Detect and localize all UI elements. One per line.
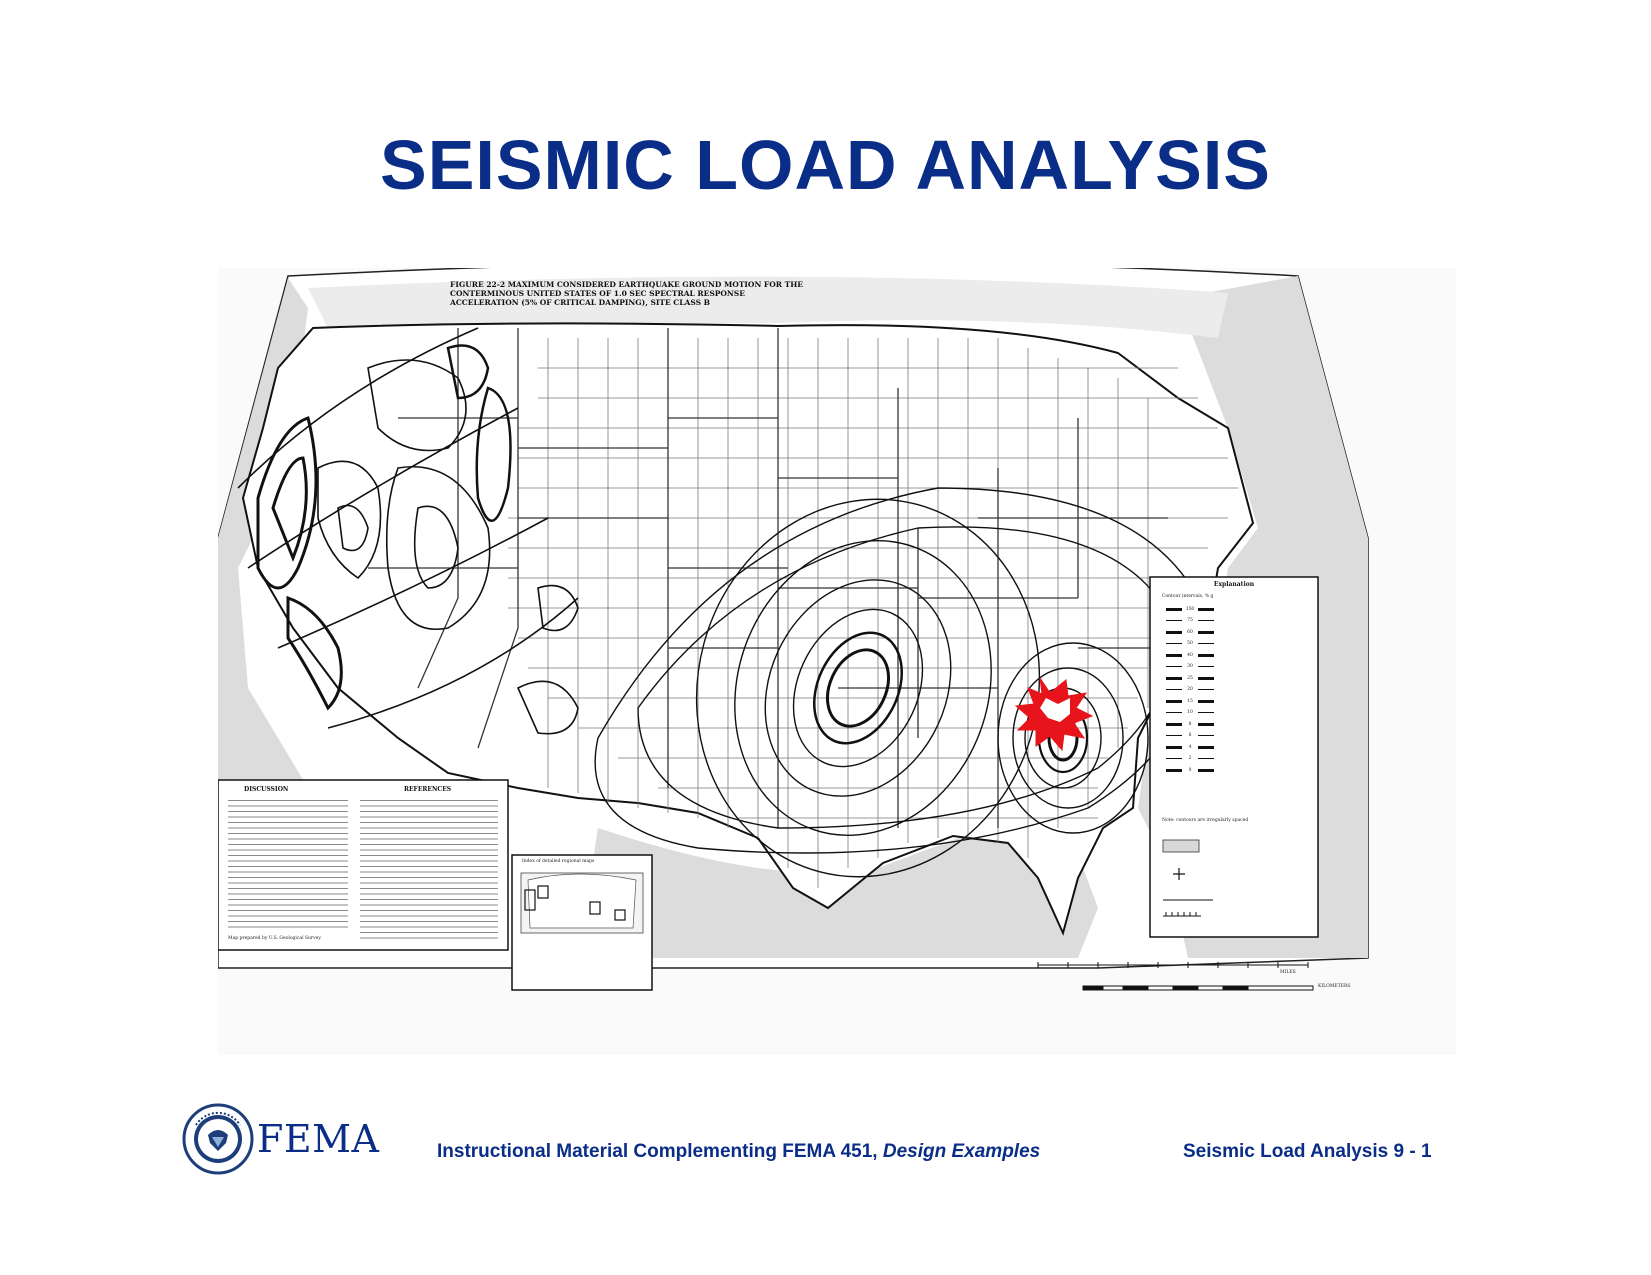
fema-logo-text: FEMA xyxy=(257,1117,380,1161)
contour-interval-row xyxy=(1166,742,1314,754)
contour-interval-row xyxy=(1166,650,1314,662)
footer-center-italic: Design Examples xyxy=(882,1141,1041,1162)
contour-interval-row xyxy=(1166,615,1314,627)
contour-interval-list xyxy=(1166,604,1314,777)
contour-line-swatch xyxy=(1166,608,1182,611)
contour-line-swatch xyxy=(1166,643,1182,644)
discussion-text xyxy=(224,786,502,946)
contour-line-swatch xyxy=(1198,723,1214,726)
contour-interval-value: 0 xyxy=(1188,767,1192,773)
contour-note: Note: contours are irregularly spaced xyxy=(1162,818,1249,823)
contour-line-swatch xyxy=(1166,631,1182,634)
contour-line-swatch xyxy=(1198,608,1214,611)
contour-line-swatch xyxy=(1198,689,1214,690)
contour-interval-row xyxy=(1166,684,1314,696)
contour-intervals-label: Contour intervals, % g xyxy=(1162,594,1214,599)
contour-interval-value: 30 xyxy=(1187,664,1193,670)
contour-interval-value: 4 xyxy=(1188,744,1192,750)
contour-interval-value: 15 xyxy=(1187,698,1193,704)
contour-interval-row xyxy=(1166,707,1314,719)
contour-interval-value: 2 xyxy=(1188,756,1192,762)
explanation-legend xyxy=(1154,581,1314,823)
index-heading: Index of detailed regional maps xyxy=(522,859,595,864)
contour-line-swatch xyxy=(1166,735,1182,736)
contour-line-swatch xyxy=(1198,666,1214,667)
contour-line-swatch xyxy=(1166,758,1182,759)
contour-line-swatch xyxy=(1198,700,1214,703)
contour-interval-value: 150 xyxy=(1185,606,1195,612)
contour-line-swatch xyxy=(1198,631,1214,634)
explanation-heading: Explanation xyxy=(1213,581,1255,588)
contour-line-swatch xyxy=(1166,677,1182,680)
contour-interval-row xyxy=(1166,661,1314,673)
dhs-seal-icon xyxy=(182,1103,254,1175)
contour-interval-value: 8 xyxy=(1188,721,1192,727)
contour-interval-row xyxy=(1166,719,1314,731)
contour-line-swatch xyxy=(1198,746,1214,749)
footer-center-plain: Instructional Material Complementing FEMA 451, xyxy=(437,1141,883,1162)
contour-line-swatch xyxy=(1166,700,1182,703)
contour-interval-value: 75 xyxy=(1187,618,1193,624)
contour-interval-row xyxy=(1166,638,1314,650)
slide-number: Seismic Load Analysis 9 - 1 xyxy=(1183,1141,1432,1162)
contour-line-swatch xyxy=(1198,758,1214,759)
contour-interval-value: 25 xyxy=(1187,675,1193,681)
contour-interval-row xyxy=(1166,730,1314,742)
contour-interval-value: 60 xyxy=(1187,629,1193,635)
discussion-heading: DISCUSSION xyxy=(244,786,289,793)
references-heading: REFERENCES xyxy=(404,786,452,793)
footer-center-text xyxy=(437,1141,1040,1163)
contour-interval-value: 10 xyxy=(1187,710,1193,716)
contour-line-swatch xyxy=(1166,654,1182,657)
contour-line-swatch xyxy=(1166,746,1182,749)
contour-line-swatch xyxy=(1166,769,1182,772)
contour-interval-row xyxy=(1166,604,1314,616)
map-credit: Map prepared by U.S. Geological Survey. xyxy=(228,936,322,941)
figure-caption: FIGURE 22-2 MAXIMUM CONSIDERED EARTHQUAKE GROUND MOTION FOR THE CONTERMINOUS UNITED STATES OF 1.0 SEC SPECTRAL RESPONSE ACCELERATION (5% OF CRITICAL DAMPING), SITE CLASS B xyxy=(450,280,803,307)
contour-line-swatch xyxy=(1166,712,1182,713)
contour-interval-value: 20 xyxy=(1187,687,1193,693)
contour-interval-value: 40 xyxy=(1187,652,1193,658)
scale-km-label: KILOMETERS xyxy=(1318,984,1351,989)
contour-line-swatch xyxy=(1198,654,1214,657)
contour-interval-row xyxy=(1166,753,1314,765)
contour-line-swatch xyxy=(1198,677,1214,680)
contour-line-swatch xyxy=(1166,620,1182,621)
references-body-lines xyxy=(360,798,498,943)
contour-interval-row xyxy=(1166,673,1314,685)
seismic-hazard-map xyxy=(218,268,1456,1055)
contour-interval-value: 6 xyxy=(1188,733,1192,739)
contour-line-swatch xyxy=(1198,643,1214,644)
discussion-body-lines xyxy=(228,798,348,930)
contour-line-swatch xyxy=(1166,689,1182,690)
contour-line-swatch xyxy=(1166,723,1182,726)
contour-line-swatch xyxy=(1166,666,1182,667)
contour-interval-value: 50 xyxy=(1187,641,1193,647)
contour-line-swatch xyxy=(1198,735,1214,736)
contour-interval-row xyxy=(1166,696,1314,708)
contour-line-swatch xyxy=(1198,712,1214,713)
contour-line-swatch xyxy=(1198,620,1214,621)
scale-miles-label: MILES xyxy=(1280,970,1296,975)
slide-title: SEISMIC LOAD ANALYSIS xyxy=(380,126,1271,204)
contour-line-swatch xyxy=(1198,769,1214,772)
contour-interval-row xyxy=(1166,765,1314,777)
contour-interval-row xyxy=(1166,627,1314,639)
